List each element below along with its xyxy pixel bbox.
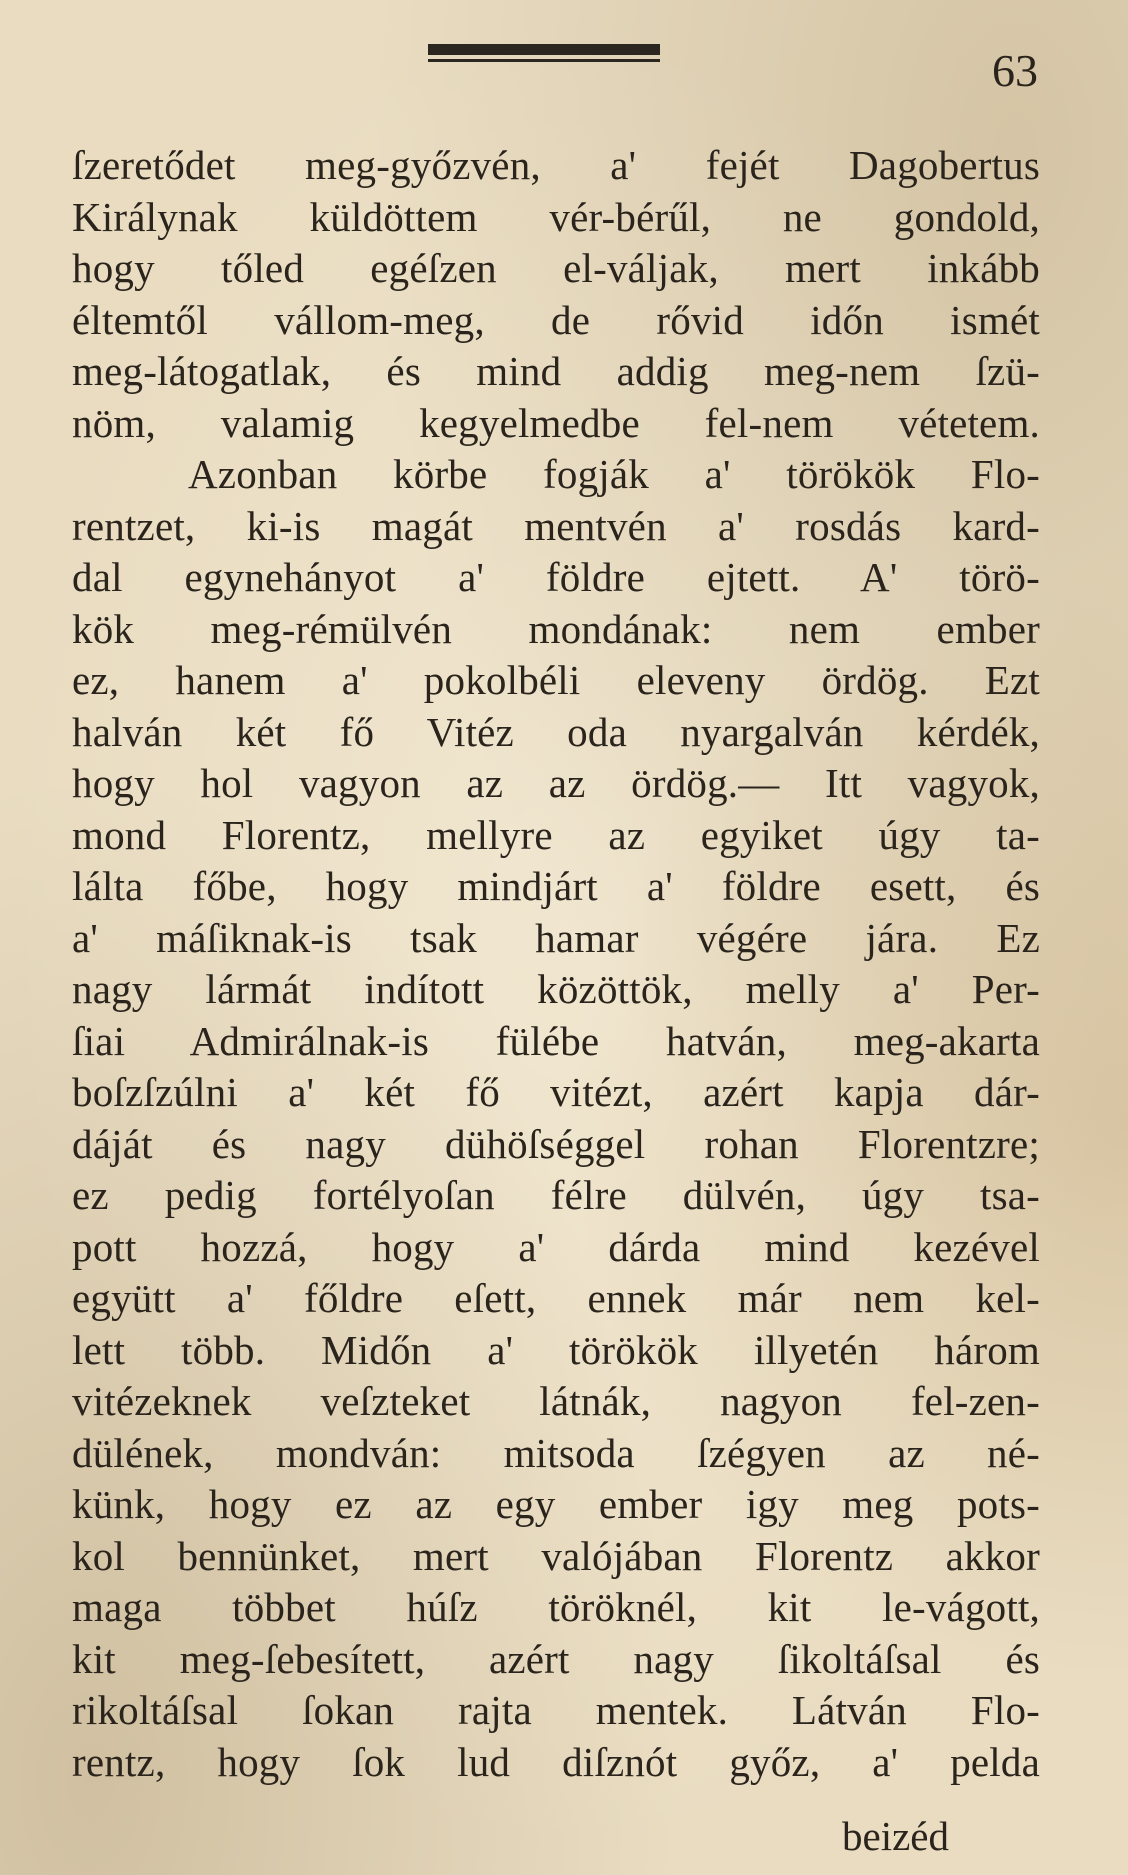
text-line: ſiai Admirálnak-is fülébe hatván, meg-akarta bbox=[72, 1017, 1040, 1064]
catchword: beizéd bbox=[842, 1813, 949, 1859]
text-line: meg-látogatlak, és mind addig meg-nem ſzü- bbox=[72, 348, 1040, 394]
header-rule bbox=[428, 44, 660, 55]
text-line: dáját és nagy dühöſséggel rohan Florentzre; bbox=[72, 1120, 1040, 1167]
text-line: lálta főbe, hogy mindjárt a' földre esett, és bbox=[72, 863, 1040, 909]
text-line: éltemtől vállom-meg, de rővid időn ismét bbox=[72, 296, 1040, 343]
text-line: maga többet húſz töröknél, kit le-vágott, bbox=[72, 1584, 1040, 1630]
text-line: pott hozzá, hogy a' dárda mind kezével bbox=[72, 1223, 1040, 1270]
text-line: kök meg-rémülvén mondának: nem ember bbox=[72, 605, 1040, 652]
text-line: dal egynehányot a' földre ejtett. A' törö- bbox=[72, 554, 1040, 600]
text-line: künk, hogy ez az egy ember igy meg pots- bbox=[72, 1481, 1040, 1527]
page-number: 63 bbox=[992, 45, 1038, 96]
text-line: nagy lármát indított közöttök, melly a' Per- bbox=[72, 966, 1040, 1012]
text-line: vitézeknek veſzteket látnák, nagyon fel-zen- bbox=[72, 1378, 1040, 1424]
text-line: együtt a' főldre eſett, ennek már nem kel- bbox=[72, 1275, 1040, 1321]
text-line: dülének, mondván: mitsoda ſzégyen az né- bbox=[72, 1429, 1040, 1476]
text-line: kit meg-ſebesített, azért nagy ſikoltáſsal és bbox=[72, 1635, 1040, 1682]
text-line: hogy tőled egéſzen el-váljak, mert inkább bbox=[72, 245, 1040, 291]
text-line: ſzeretődet meg-győzvén, a' fejét Dagobertus bbox=[72, 142, 1040, 188]
text-line: lett több. Midőn a' törökök illyetén három bbox=[72, 1326, 1040, 1373]
text-line: nöm, valamig kegyelmedbe fel-nem vétetem. bbox=[72, 399, 1040, 446]
text-line: rentz, hogy ſok lud diſznót győz, a' pelda bbox=[72, 1738, 1040, 1785]
text-line: Királynak küldöttem vér-bérűl, ne gondold, bbox=[72, 193, 1040, 240]
text-line: Azonban körbe fogják a' törökök Flo- bbox=[188, 451, 1040, 497]
body-text bbox=[72, 140, 1040, 1788]
text-line: hogy hol vagyon az az ördög.— Itt vagyok, bbox=[72, 760, 1040, 806]
text-line: boſzſzúlni a' két fő vitézt, azért kapja dár- bbox=[72, 1069, 1040, 1115]
text-line: rikoltáſsal ſokan rajta mentek. Látván Flo- bbox=[72, 1687, 1040, 1733]
text-line: ez, hanem a' pokolbéli eleveny ördög. Ezt bbox=[72, 657, 1040, 703]
text-line: kol bennünket, mert valójában Florentz akkor bbox=[72, 1532, 1040, 1579]
text-line: ez pedig fortélyoſan félre dülvén, úgy tsa- bbox=[72, 1172, 1040, 1218]
text-line: rentzet, ki-is magát mentvén a' rosdás kard- bbox=[72, 502, 1040, 549]
text-line: halván két fő Vitéz oda nyargalván kérdék, bbox=[72, 708, 1040, 755]
text-line: mond Florentz, mellyre az egyiket úgy ta- bbox=[72, 811, 1040, 858]
text-line: a' máſiknak-is tsak hamar végére jára. Ez bbox=[72, 914, 1040, 961]
